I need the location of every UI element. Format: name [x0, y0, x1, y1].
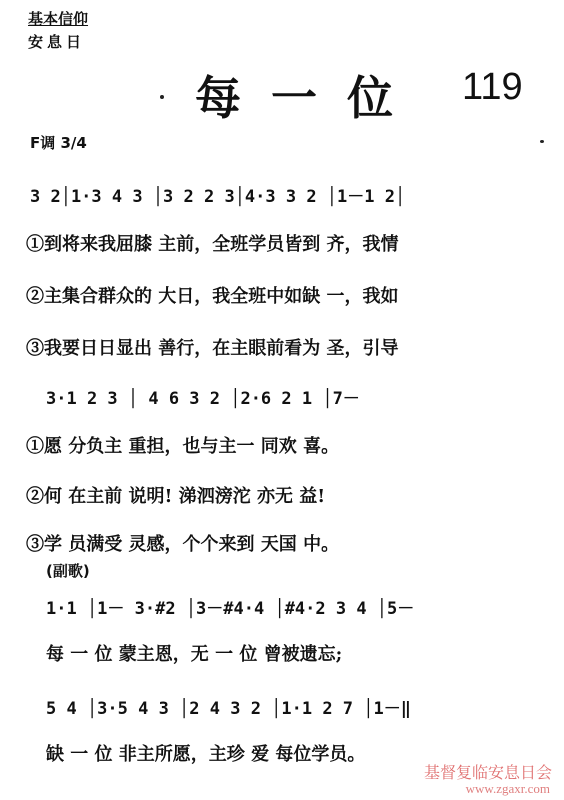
hymn-number: 119	[462, 66, 523, 108]
lyric-verse-3a: ③我要日日显出 善行，在主眼前看为 圣，引导	[26, 338, 399, 359]
lyric-chorus-b: 缺 一 位 非主所愿，主珍 爱 每位学员。	[46, 744, 366, 765]
notation-line-3: 1·1 │1－ 3·#2 │3－#4·4 │#4·2 3 4 │5－	[46, 599, 415, 619]
speckle-decoration	[540, 140, 544, 143]
lyric-chorus-a: 每 一 位 蒙主恩，无 一 位 曾被遗忘;	[46, 644, 343, 665]
subcategory-label: 安息日	[28, 33, 86, 51]
lyric-verse-2a: ②主集合群众的 大日，我全班中如缺 一，我如	[26, 286, 399, 307]
lyric-verse-2b: ②何 在主前 说明! 涕泗滂沱 亦无 益!	[26, 486, 326, 507]
lyric-verse-1a: ①到将来我屈膝 主前，全班学员皆到 齐，我情	[26, 234, 399, 255]
hymn-title: 每一位	[195, 71, 423, 125]
speckle-decoration	[160, 95, 164, 99]
watermark-url: www.zgaxr.com	[465, 781, 550, 796]
notation-line-4: 5 4 │3·5 4 3 │2 4 3 2 │1·1 2 7 │1－‖	[46, 699, 411, 719]
watermark-name: 基督复临安息日会	[423, 763, 552, 782]
lyric-verse-3b: ③学 员满受 灵感，个个来到 天国 中。	[26, 534, 340, 555]
notation-line-1: 3 2│1·3 4 3 │3 2 2 3│4·3 3 2 │1－1 2│	[30, 187, 406, 207]
lyric-verse-1b: ①愿 分负主 重担，也与主一 同欢 喜。	[26, 436, 340, 457]
chorus-label: (副歌)	[46, 562, 90, 580]
key-signature: F调 3/4	[30, 134, 87, 152]
category-label: 基本信仰	[28, 10, 89, 28]
notation-line-2: 3·1 2 3 │ 4 6 3 2 │2·6 2 1 │7－	[46, 389, 360, 409]
